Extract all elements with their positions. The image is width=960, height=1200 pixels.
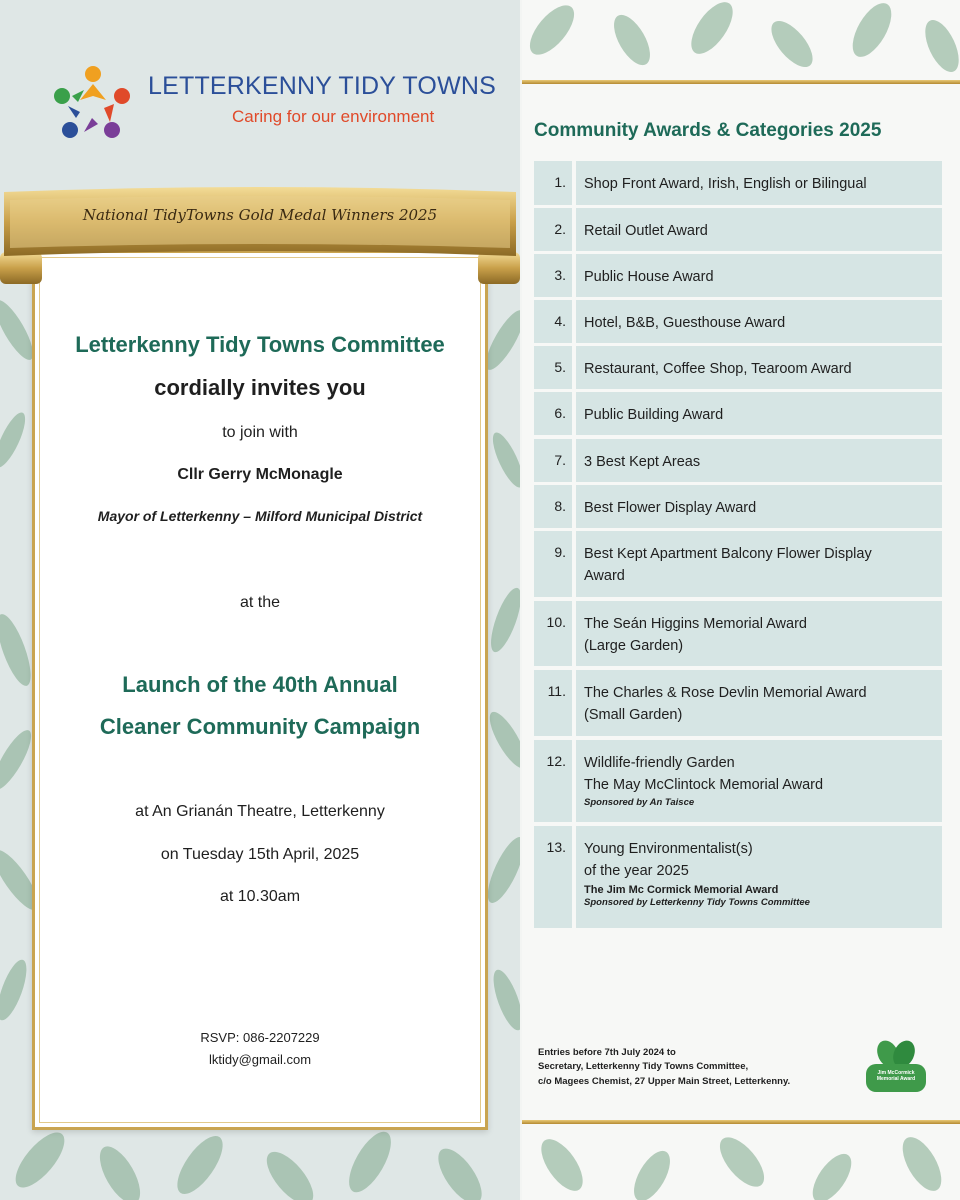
award-name-cont: Award <box>584 568 625 585</box>
committee-heading: Letterkenny Tidy Towns Committee <box>75 332 445 357</box>
entries-info <box>538 1046 790 1089</box>
award-number: 5. <box>534 346 572 389</box>
award-sponsor: Sponsored by An Taisce <box>584 796 695 808</box>
award-number: 3. <box>534 254 572 297</box>
award-name: Wildlife-friendly Garden <box>584 755 735 771</box>
award-number: 2. <box>534 208 572 251</box>
green-leaves-award-badge-icon <box>864 1040 928 1094</box>
gold-divider-bottom <box>522 1120 960 1124</box>
award-number: 12. <box>534 740 572 822</box>
event-date: on Tuesday 15th April, 2025 <box>160 846 360 863</box>
award-name: Hotel, B&B, Guesthouse Award <box>584 315 786 331</box>
award-name-cont: of the year 2025 <box>584 863 689 880</box>
launch-heading-line1: Launch of the 40th Annual <box>122 672 398 697</box>
award-name: Public House Award <box>584 269 714 285</box>
launch-heading-line2: Cleaner Community Campaign <box>99 714 421 739</box>
badge-text: Jim McCormick Memorial Award <box>876 1070 916 1082</box>
award-row <box>534 392 942 435</box>
award-name: Retail Outlet Award <box>584 223 708 239</box>
award-row <box>534 740 942 822</box>
councillor-name: Cllr Gerry McMonagle <box>177 466 343 483</box>
award-name: Best Flower Display Award <box>584 500 757 516</box>
award-row <box>534 300 942 343</box>
entries-line: Entries before 7th July 2024 to <box>538 1047 676 1058</box>
rsvp-email[interactable]: lktidy@gmail.com <box>208 1052 312 1067</box>
banner-text: National TidyTowns Gold Medal Winners 2025 <box>82 206 438 224</box>
event-venue: at An Grianán Theatre, Letterkenny <box>135 803 385 820</box>
cordially-invites-text: cordially invites you <box>154 375 366 400</box>
award-row <box>534 601 942 666</box>
award-number: 1. <box>534 161 572 205</box>
award-name-cont: (Large Garden) <box>584 638 684 655</box>
award-number: 10. <box>534 601 572 666</box>
award-row <box>534 346 942 389</box>
award-name: Public Building Award <box>584 407 724 423</box>
mayor-title: Mayor of Letterkenny – Milford Municipal District <box>97 508 423 524</box>
logo-title: LETTERKENNY TIDY TOWNS <box>148 72 497 100</box>
award-row <box>534 826 942 928</box>
award-name: Restaurant, Coffee Shop, Tearoom Award <box>584 361 852 377</box>
entries-line: c/o Magees Chemist, 27 Upper Main Street, Letterkenny. <box>538 1075 791 1087</box>
award-name: Young Environmentalist(s) <box>584 841 753 857</box>
award-number: 6. <box>534 392 572 435</box>
award-subtitle: The Jim Mc Cormick Memorial Award <box>584 883 779 896</box>
award-number: 13. <box>534 826 572 928</box>
entries-line: Secretary, Letterkenny Tidy Towns Committee, <box>538 1061 749 1073</box>
award-name: 3 Best Kept Areas <box>584 454 701 470</box>
join-with-text: to join with <box>222 424 298 441</box>
award-number: 9. <box>534 531 572 597</box>
gold-scroll-banner <box>0 186 520 286</box>
award-number: 7. <box>534 439 572 482</box>
award-row <box>534 439 942 482</box>
award-name-cont: (Small Garden) <box>584 707 683 724</box>
award-row <box>534 161 942 205</box>
award-number: 4. <box>534 300 572 343</box>
awards-title: Community Awards & Categories 2025 <box>534 120 882 141</box>
award-name: The Charles & Rose Devlin Memorial Award <box>584 685 867 701</box>
award-row <box>534 531 942 597</box>
people-star-logo-icon <box>48 56 138 146</box>
award-number: 11. <box>534 670 572 736</box>
rsvp-phone: RSVP: 086-2207229 <box>200 1030 320 1045</box>
award-name-cont: The May McClintock Memorial Award <box>584 777 824 794</box>
award-sponsor: Sponsored by Letterkenny Tidy Towns Committee <box>584 897 810 909</box>
award-name: The Seán Higgins Memorial Award <box>584 616 807 632</box>
award-number: 8. <box>534 485 572 528</box>
gold-divider-top <box>522 80 960 84</box>
award-row <box>534 670 942 736</box>
event-time: at 10.30am <box>219 888 301 905</box>
logo-tagline: Caring for our environment <box>232 107 435 126</box>
award-row <box>534 208 942 251</box>
award-row <box>534 485 942 528</box>
award-name: Shop Front Award, Irish, English or Bilingual <box>584 176 867 192</box>
logo <box>48 56 497 146</box>
award-row <box>534 254 942 297</box>
award-name: Best Kept Apartment Balcony Flower Display <box>584 546 872 562</box>
at-the-text: at the <box>239 594 281 611</box>
